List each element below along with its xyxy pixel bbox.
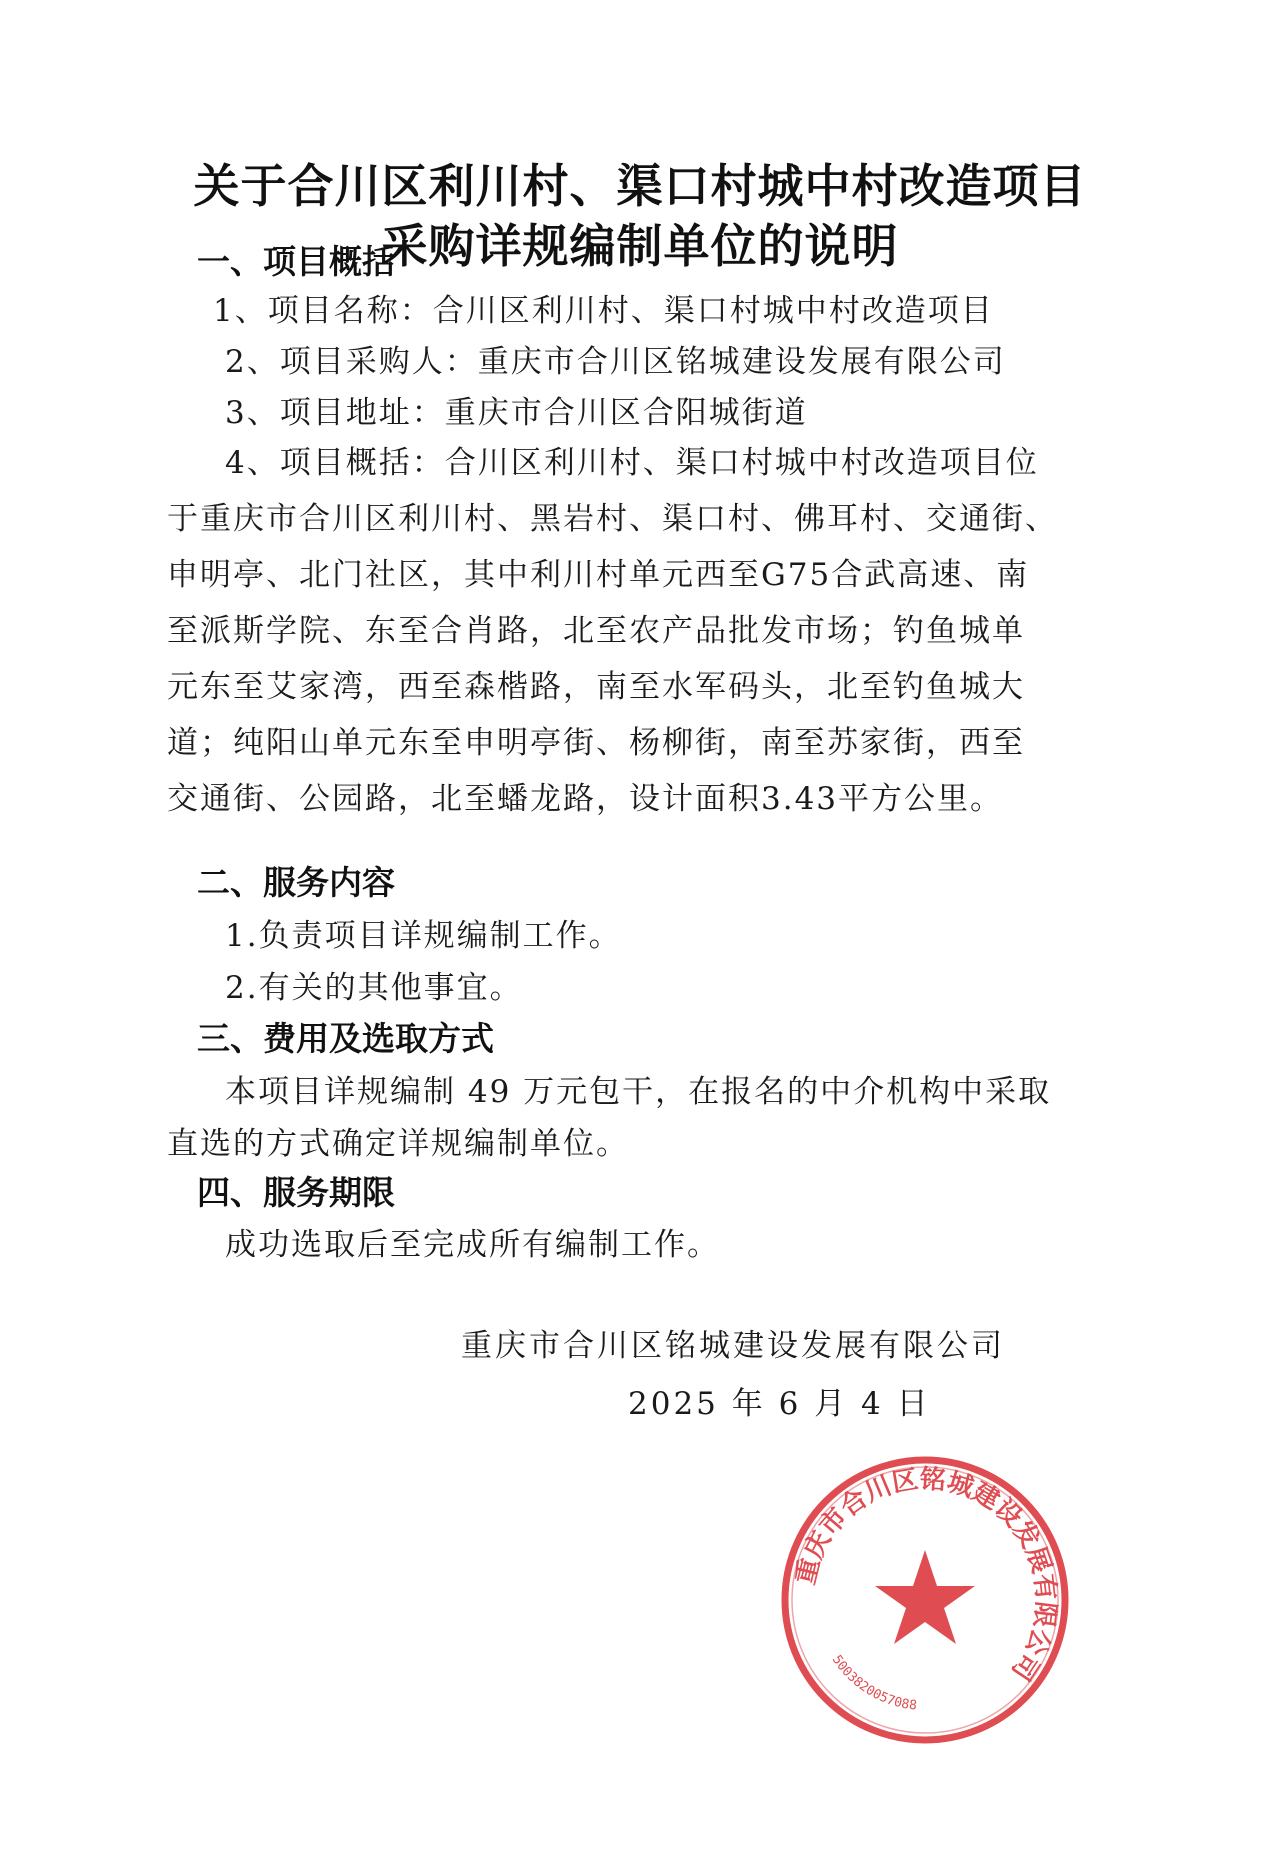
service-item-2: 2.有关的其他事宜。 xyxy=(225,970,523,1006)
project-address-item: 3、项目地址：重庆市合川区合阳城街道 xyxy=(225,395,808,431)
project-overview-line: 申明亭、北门社区，其中利川村单元西至G75合武高速、南 xyxy=(167,557,1030,593)
fee-line-2: 直选的方式确定详规编制单位。 xyxy=(167,1126,629,1162)
seal-star-icon xyxy=(875,1550,975,1644)
project-name-item: 1、项目名称：合川区利川村、渠口村城中村改造项目 xyxy=(213,293,994,329)
section-4-heading: 四、服务期限 xyxy=(197,1173,395,1212)
project-overview-line: 于重庆市合川区利川村、黑岩村、渠口村、佛耳村、交通街、 xyxy=(167,501,1058,537)
section-3-heading: 三、费用及选取方式 xyxy=(197,1019,494,1058)
project-overview-line: 元东至艾家湾，西至森楷路，南至水军码头，北至钓鱼城大 xyxy=(167,669,1025,705)
signature-date: 2025 年 6 月 4 日 xyxy=(628,1386,931,1422)
project-overview-line: 交通街、公园路，北至蟠龙路，设计面积3.43平方公里。 xyxy=(167,781,1004,817)
seal-arc-text: 重庆市合川区铭城建设发展有限公司 xyxy=(790,1464,1061,1686)
service-item-1: 1.负责项目详规编制工作。 xyxy=(225,918,622,954)
project-purchaser-item: 2、项目采购人：重庆市合川区铭城建设发展有限公司 xyxy=(225,344,1006,380)
service-period-text: 成功选取后至完成所有编制工作。 xyxy=(225,1227,720,1263)
project-overview-line: 4、项目概括：合川区利川村、渠口村城中村改造项目位 xyxy=(225,445,1039,481)
project-overview-line: 至派斯学院、东至合肖路，北至农产品批发市场；钓鱼城单 xyxy=(167,613,1025,649)
section-1-heading: 一、项目概括 xyxy=(197,242,395,281)
section-2-heading: 二、服务内容 xyxy=(197,863,395,902)
project-overview-line: 道；纯阳山单元东至申明亭街、杨柳街，南至苏家街，西至 xyxy=(167,725,1025,761)
document-title-line-1: 关于合川区利川村、渠口村城中村改造项目 xyxy=(193,159,1087,213)
seal-number-text: 5003820057088 xyxy=(828,1652,918,1714)
official-seal-stamp xyxy=(775,1450,1075,1750)
signature-company: 重庆市合川区铭城建设发展有限公司 xyxy=(461,1328,1005,1364)
document-title-line-2: 采购详规编制单位的说明 xyxy=(381,219,899,273)
fee-line-1: 本项目详规编制 49 万元包干，在报名的中介机构中采取 xyxy=(225,1074,1052,1110)
